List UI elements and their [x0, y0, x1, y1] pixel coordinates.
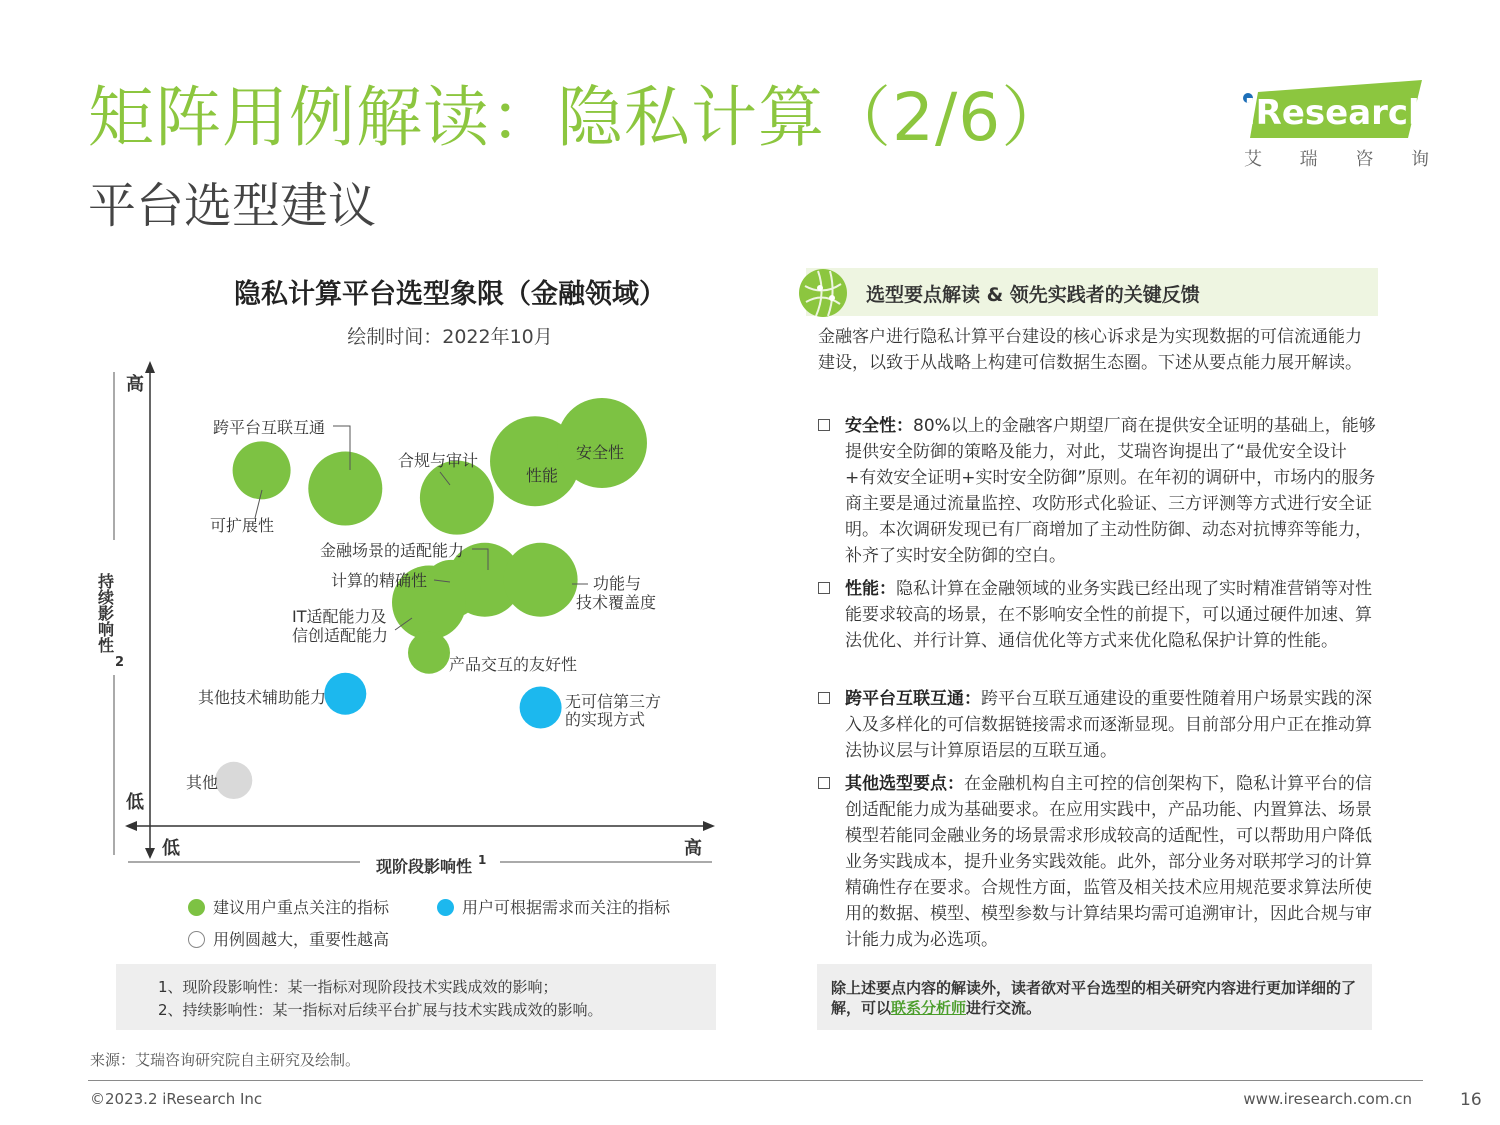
- x-high-label: 高: [684, 838, 702, 859]
- x-axis-sup: 1: [478, 853, 487, 867]
- legend-blue-dot: [437, 899, 454, 916]
- logo-cn-char: 咨: [1355, 149, 1374, 170]
- chart-subtitle: 绘制时间：2022年10月: [347, 326, 553, 348]
- logo-cn-char: 瑞: [1299, 149, 1318, 170]
- bullet-item: [818, 686, 1378, 764]
- legend-item-blue: [437, 895, 670, 918]
- legend-label: 用例圆越大，重要性越高: [213, 930, 390, 949]
- legend-label: 用户可根据需求而关注的指标: [462, 898, 671, 917]
- x-axis-label: 现阶段影响性: [376, 857, 473, 876]
- contact-text-post: 进行交流。: [966, 999, 1042, 1017]
- checkbox-icon: [818, 582, 830, 594]
- bullet-body: 在金融机构自主可控的信创架构下，隐私计算平台的信创适配能力成为基础要求。在应用实践中，产品功能、内置算法、场景模型若能同金融业务的场景需求形成较高的适配性，可以帮助用户降低业务实践成本，提升业务实践效能。此外，部分业务对联邦学习的计算精确性存在要求。合规性方面，监管及相关技术应用规范要求算法所使用的数据、模型、模型参数与计算结果均需可追溯审计，因此合规与审计能力成为必选项。: [845, 774, 1372, 950]
- x-low-label: 低: [162, 838, 180, 859]
- point-label: 性能: [526, 466, 559, 485]
- logo-cn-text: [1244, 145, 1429, 171]
- y-low-label: 低: [126, 792, 144, 813]
- point-label: 其他技术辅助能力: [198, 688, 327, 707]
- legend-label: 建议用户重点关注的指标: [213, 898, 390, 917]
- website-link[interactable]: www.iresearch.com.cn: [1243, 1090, 1412, 1108]
- logo-cn-char: 艾: [1244, 149, 1262, 170]
- point-label: 金融场景的适配能力: [320, 541, 465, 560]
- point-label-line: IT适配能力及: [292, 607, 387, 626]
- checkbox-icon: [818, 419, 830, 431]
- bullet-head: 安全性：: [845, 416, 913, 436]
- point-label-line: 功能与: [593, 574, 642, 593]
- logo-cn-char: 询: [1410, 149, 1429, 170]
- x-axis-arrow-right: [703, 821, 715, 831]
- bullet-body: 80%以上的金融客户期望厂商在提供安全证明的基础上，能够提供安全防御的策略及能力，对此，艾瑞咨询提出了“最优安全设计+有效安全证明+实时安全防御”原则。在年初的调研中，市场内的服务商主要是通过流量监控、攻防形式化验证、三方评测等方式进行安全证明。本次调研发现已有厂商增加了主动性防御、动态对抗博弈等能力，补齐了实时安全防御的空白。: [845, 416, 1376, 566]
- contact-analyst-link[interactable]: 联系分析师: [891, 999, 967, 1017]
- page-subtitle: 平台选型建议: [88, 178, 377, 234]
- bubble-green: [504, 543, 578, 617]
- legend-item-green: [188, 895, 389, 918]
- legend-item-size: [188, 927, 389, 950]
- bullet-item: [818, 771, 1378, 953]
- y-high-label: 高: [126, 374, 144, 395]
- bubble-grey: [215, 762, 252, 799]
- footer-divider: [88, 1080, 1423, 1081]
- contact-analyst-box: [817, 964, 1372, 1030]
- note-line: 2、持续影响性：某一指标对后续平台扩展与技术实践成效的影响。: [158, 1001, 603, 1019]
- right-panel-title: 选型要点解读 & 领先实践者的关键反馈: [866, 284, 1200, 306]
- bullet-head: 性能：: [845, 579, 896, 599]
- right-panel-intro: 金融客户进行隐私计算平台建设的核心诉求是为实现数据的可信流通能力建设，以致于从战略上构建可信数据生态圈。下述从要点能力展开解读。: [818, 327, 1362, 373]
- point-label-line: 技术覆盖度: [576, 593, 657, 612]
- bubble-blue: [520, 686, 562, 728]
- bubble-green: [420, 461, 494, 535]
- globe-network-icon: [796, 266, 850, 320]
- point-label-line: 的实现方式: [565, 710, 646, 729]
- point-label: 计算的精确性: [331, 571, 428, 590]
- page-title: 矩阵用例解读：隐私计算（2/6）: [88, 79, 1069, 156]
- copyright: ©2023.2 iResearch Inc: [90, 1090, 263, 1108]
- bullet-head: 其他选型要点：: [845, 774, 964, 794]
- point-label: 产品交互的友好性: [449, 655, 578, 674]
- logo-text: iResearch: [1244, 93, 1430, 133]
- bubble-blue: [324, 673, 366, 715]
- checkbox-icon: [818, 692, 830, 704]
- checkbox-icon: [818, 777, 830, 789]
- point-label-line: 无可信第三方: [565, 692, 662, 711]
- bullet-head: 跨平台互联互通：: [845, 689, 981, 709]
- bubble-green: [408, 632, 450, 674]
- chart-title: 隐私计算平台选型象限（金融领域）: [234, 279, 666, 310]
- point-label-line: 信创适配能力: [292, 626, 389, 645]
- bullet-item: [818, 576, 1378, 654]
- bullet-body: 跨平台互联互通建设的重要性随着用户场景实践的深入及多样化的可信数据链接需求而逐渐显现。目前部分用户正在推动算法协议层与计算原语层的互联互通。: [845, 689, 1372, 761]
- y-axis-sup: 2: [115, 655, 125, 670]
- point-label: 合规与审计: [398, 451, 479, 470]
- point-label: 可扩展性: [210, 516, 275, 535]
- legend-outline-dot: [188, 931, 205, 948]
- bubble-green: [308, 452, 382, 526]
- page-number: 16: [1460, 1090, 1482, 1110]
- contact-text-pre: 除上述要点内容的解读外，读者欲对平台选型的相关研究内容进行更加详细的了解，可以: [831, 979, 1357, 1017]
- y-axis-arrow-down: [145, 848, 155, 859]
- bullet-body: 隐私计算在金融领域的业务实践已经出现了实时精准营销等对性能要求较高的场景，在不影响安全性的前提下，可以通过硬件加速、算法优化、并行计算、通信优化等方式来优化隐私保护计算的性能。: [845, 579, 1372, 651]
- note-line: 1、现阶段影响性：某一指标对现阶段技术实践成效的影响；: [158, 978, 558, 996]
- x-axis-arrow-left: [125, 821, 137, 831]
- source-note: 来源：艾瑞咨询研究院自主研究及绘制。: [90, 1051, 361, 1069]
- point-label: 其他: [186, 773, 219, 792]
- bullet-item: [818, 413, 1378, 569]
- y-axis-label: 持续影响性: [95, 573, 115, 653]
- quadrant-chart: [0, 0, 760, 960]
- point-label: 安全性: [576, 443, 625, 462]
- chart-notes: [116, 964, 716, 1030]
- point-label: 跨平台互联互通: [213, 418, 326, 437]
- y-axis-arrow-up: [145, 361, 155, 373]
- legend-green-dot: [188, 899, 205, 916]
